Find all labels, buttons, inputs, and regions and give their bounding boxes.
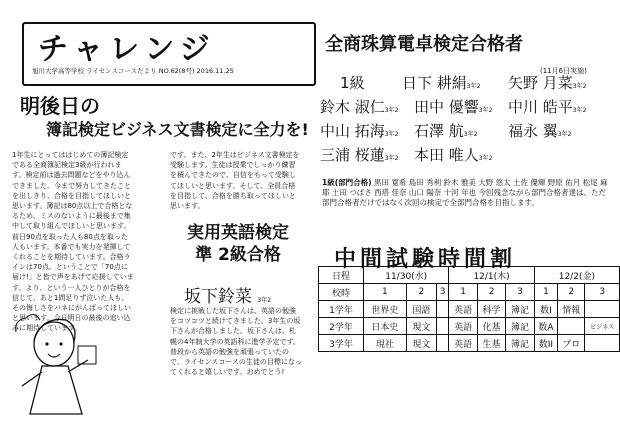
partial-pass-text: 黒田 寛希 島田 秀利 鈴木 雅美 大野 悠太 土佐 優輝 野原 佑月 松尾 麻耶 土田 つばさ 西塔 佳奈 山口 陽奈 十河 年也 今回残念ながら部門合格者達は、ただ部門合格者だけではなく次回の検定で全部門合格を目指します。	[322, 178, 608, 207]
passer-name: 本田 唯人3年2	[414, 146, 493, 164]
article-eiken: 検定に挑戦した坂下さんは、英語の勉強をコツコツと続けてきました。3年生の坂下さんが合格しました。坂下さんは、札幌の4年制大学の英語科に進学予定です。普段から英語の勉強を頑張っていたので、ライセンスコースの生徒の目標になってくれると嬉しいです。おめでとう!	[170, 307, 302, 377]
table-row	[319, 318, 620, 335]
eiken-winner-name: 坂下鈴菜	[184, 287, 252, 307]
abacus-exam-date: (11月6日実施)	[540, 67, 587, 75]
schedule-day: 12/1(木)	[449, 267, 534, 284]
grade-label: 1学年	[319, 301, 364, 318]
subject-cell: 簿記	[506, 335, 534, 352]
first-grade-names	[320, 72, 610, 172]
passer-name: 矢野 月菜3年2	[508, 74, 587, 92]
period-number: 1	[449, 284, 477, 301]
subject-cell: 情報	[558, 301, 585, 318]
eiken-headline-line2: 準 2級合格	[195, 245, 281, 265]
eiken-winner	[184, 282, 271, 307]
period-number: 3	[506, 284, 534, 301]
subject-cell: 日本史	[364, 318, 407, 335]
grade-label: 3学年	[319, 335, 364, 352]
article-business-doc: です。また、2年生はビジネス文書検定を受験します。生徒は授業でしっかり練習を積んできたので、自信をもって受験してほしいと思います。そして、全員合格を目指して、合格を勝ち取ってほしいと思います。	[170, 151, 300, 211]
period-number: 2	[477, 284, 505, 301]
subject-cell: 現社	[364, 335, 407, 352]
headline-line1: 明後日の	[20, 94, 100, 118]
passer-name: 中川 皓平3年2	[508, 98, 587, 116]
subject-cell: ビジネス	[585, 318, 620, 335]
subject-cell: プロ	[558, 335, 585, 352]
headline-line2: 簿記検定ビジネス文書検定に全力を!	[46, 120, 309, 139]
schedule-day: 12/2(金)	[534, 267, 619, 284]
schedule-period-label: 校時	[319, 284, 364, 301]
period-number: 3	[436, 284, 449, 301]
table-row	[319, 267, 620, 284]
passer-name: 鈴木 淑仁3年2	[320, 98, 399, 116]
table-row	[319, 335, 620, 352]
subject-cell: 科学	[477, 301, 505, 318]
abacus-results-title: 全商珠算電卓検定合格者	[325, 34, 523, 55]
passer-name: 日下 耕絹3年2	[402, 74, 481, 92]
subject-cell	[436, 335, 449, 352]
period-number: 1	[534, 284, 558, 301]
subject-cell: 簿記	[506, 301, 534, 318]
eiken-headline	[168, 222, 308, 266]
subject-cell: 英語	[449, 335, 477, 352]
subject-cell	[585, 335, 620, 352]
exam-schedule-table	[318, 266, 620, 352]
subject-cell: 英語	[449, 301, 477, 318]
subject-cell	[585, 301, 620, 318]
schedule-title: 中間試験時間割	[334, 247, 517, 272]
period-number: 2	[558, 284, 585, 301]
subject-cell: 数A	[534, 318, 558, 335]
partial-pass-label: 1級(部門合格)	[322, 178, 372, 187]
passer-name: 石澤 航3年2	[414, 122, 478, 140]
subject-cell: 国語	[406, 301, 436, 318]
subject-cell	[558, 318, 585, 335]
passer-name: 田中 優響3年2	[414, 98, 493, 116]
period-number: 2	[406, 284, 436, 301]
table-row	[319, 301, 620, 318]
subject-cell: 数II	[534, 335, 558, 352]
subject-cell: 数I	[534, 301, 558, 318]
schedule-day: 11/30(水)	[364, 267, 449, 284]
eiken-headline-line1: 実用英語検定	[187, 223, 289, 243]
subject-cell	[436, 318, 449, 335]
first-grade-label: 1級	[340, 74, 365, 92]
period-number: 1	[364, 284, 407, 301]
subject-cell	[436, 301, 449, 318]
passer-name: 中山 拓海3年2	[320, 122, 399, 140]
student-illustration	[12, 302, 102, 430]
newsletter-title: チャレンジ	[38, 32, 216, 67]
subject-cell: 生基	[477, 335, 505, 352]
subject-cell: 英語	[449, 318, 477, 335]
table-row	[319, 284, 620, 301]
newsletter-info: 旭川大学高等学校 ライセンスコースだより NO.62(8号) 2016.11.25	[32, 67, 234, 75]
subject-cell: 簿記	[506, 318, 534, 335]
passer-name: 三浦 桜蓮3年2	[320, 146, 399, 164]
partial-pass-block	[322, 178, 612, 208]
grade-label: 2学年	[319, 318, 364, 335]
period-number: 3	[585, 284, 620, 301]
schedule-header-label: 日程	[319, 267, 364, 284]
subject-cell: 化基	[477, 318, 505, 335]
passer-name: 福永 翼3年2	[508, 122, 572, 140]
eiken-winner-class: 3年2	[257, 297, 272, 304]
article-bookkeeping: 1年生にとってははじめての簿記検定である全商簿記検定3級が行われます。検定前は過去問題などをやり込んできました。今まで努力してきたことを出しきり、合格を目指してほしいと思います。簿記は80点以上で合格となるため、ミスのないように最後まで集中して取り組んでほしいと思います。前日90点を取った人も80点を取った人もいます。本番でも実力を発揮してくれることを期待しています。合格ラインは70点。ということで「70点に届け!」と皆で声をあげて応援しています。より、という一人ひとりが合格を信じて、あと1問足りず泣いた人も、その悔しさをバネにがんばってほしいと思います。今日明日の最後の追い込みに期待しています。	[12, 151, 134, 333]
subject-cell: 現文	[406, 318, 436, 335]
subject-cell: 世界史	[364, 301, 407, 318]
subject-cell: 現文	[406, 335, 436, 352]
